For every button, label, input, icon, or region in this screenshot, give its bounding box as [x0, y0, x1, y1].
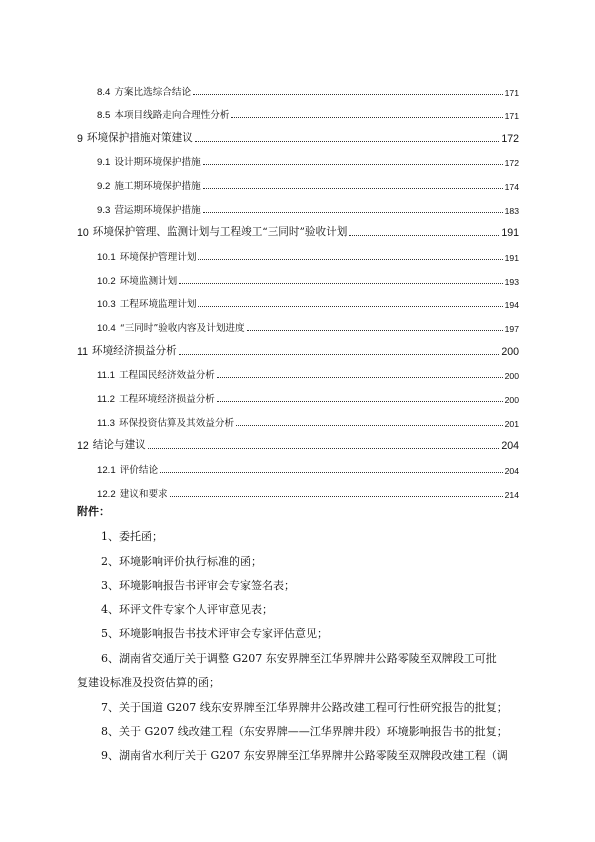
- toc-entry-title: “三同时”验收内容及计划进度: [119, 323, 245, 334]
- toc-entry[interactable]: [97, 105, 519, 121]
- toc-entry[interactable]: [97, 247, 519, 263]
- attachment-line: 4、环评文件专家个人评审意见表；: [101, 603, 273, 616]
- toc-entry-page: 194: [504, 300, 519, 310]
- toc-entry-page: 191: [501, 227, 519, 239]
- toc-entry-number: 9.1: [97, 157, 111, 168]
- toc-entry-page: 200: [504, 395, 519, 405]
- toc-entry-number: 11: [77, 346, 88, 358]
- attachment-line: 6、湖南省交通厅关于调整 G207 东安界牌至江华界牌井公路零陵至双牌段工可批: [101, 652, 497, 665]
- toc-entry-title: 结论与建议: [92, 439, 146, 451]
- toc-dot-leader: [198, 306, 502, 307]
- toc-entry-page: 193: [504, 277, 519, 287]
- attachment-line: 3、环境影响报告书评审会专家签名表；: [101, 579, 295, 592]
- toc-entry[interactable]: [97, 318, 519, 334]
- toc-dot-leader: [198, 259, 502, 260]
- toc-entry[interactable]: [77, 223, 519, 239]
- toc-entry[interactable]: [77, 342, 519, 358]
- toc-entry-page: 214: [504, 490, 519, 500]
- toc-entry-page: 183: [504, 206, 519, 216]
- toc-entry[interactable]: [77, 436, 519, 452]
- toc-entry-page: 171: [504, 88, 519, 98]
- toc-dot-leader: [160, 472, 503, 473]
- toc-entry[interactable]: [97, 484, 519, 500]
- attachment-line: 复建设标准及投资估算的函；: [77, 676, 220, 689]
- toc-entry[interactable]: [97, 82, 519, 98]
- toc-entry-title: 设计期环境保护措施: [114, 157, 201, 168]
- toc-entry-number: 10.3: [97, 299, 116, 310]
- toc-entry[interactable]: [97, 460, 519, 476]
- toc-entry-title: 工程环境监理计划: [119, 299, 197, 310]
- toc-entry-number: 11.1: [97, 370, 115, 381]
- toc-entry[interactable]: [97, 413, 519, 429]
- toc-entry-number: 10.1: [97, 252, 116, 263]
- toc-entry-page: 204: [504, 466, 519, 476]
- toc-entry-title: 环境保护管理计划: [119, 252, 197, 263]
- toc-entry[interactable]: [97, 294, 519, 310]
- toc-dot-leader: [247, 330, 503, 331]
- toc-entry-number: 11.2: [97, 394, 115, 405]
- toc-entry-title: 营运期环境保护措施: [114, 205, 201, 216]
- toc-entry-page: 200: [501, 346, 519, 358]
- toc-entry-title: 本项目线路走向合理性分析: [114, 110, 230, 121]
- toc-dot-leader: [179, 283, 502, 284]
- toc-entry[interactable]: [97, 389, 519, 405]
- toc-entry-number: 9.3: [97, 205, 111, 216]
- toc-entry-number: 11.3: [97, 418, 115, 429]
- toc-entry-title: 建议和要求: [119, 489, 168, 500]
- toc-entry[interactable]: [97, 176, 519, 192]
- toc-entry-title: 环境保护措施对策建议: [86, 132, 193, 144]
- toc-entry-title: 工程国民经济效益分析: [118, 370, 215, 381]
- toc-dot-leader: [195, 141, 499, 142]
- toc-entry-number: 8.5: [97, 110, 111, 121]
- toc-dot-leader: [148, 448, 500, 449]
- toc-entry-title: 环保投资估算及其效益分析: [118, 418, 235, 429]
- toc-entry[interactable]: [97, 365, 519, 381]
- toc-dot-leader: [217, 377, 503, 378]
- toc-entry-number: 12.2: [97, 489, 116, 500]
- toc-entry-title: 方案比选综合结论: [114, 87, 192, 98]
- toc-entry[interactable]: [97, 200, 519, 216]
- attachment-line: 2、环境影响评价执行标准的函；: [101, 555, 262, 568]
- toc-dot-leader: [236, 425, 503, 426]
- toc-entry-page: 197: [504, 324, 519, 334]
- toc-entry-number: 9: [77, 133, 83, 145]
- toc-dot-leader: [170, 496, 503, 497]
- toc-entry-page: 172: [504, 158, 519, 168]
- toc-entry-title: 环境保护管理、监测计划与工程竣工“三同时”验收计划: [92, 226, 348, 238]
- toc-entry-page: 204: [501, 440, 519, 452]
- attachment-line: 7、关于国道 G207 线东安界牌至江华界牌井公路改建工程可行性研究报告的批复；: [101, 701, 508, 714]
- toc-entry-title: 工程环境经济损益分析: [118, 394, 215, 405]
- toc-entry-title: 环境经济损益分析: [92, 345, 177, 357]
- attachments-heading: 附件：: [77, 505, 110, 518]
- toc-entry-title: 施工期环境保护措施: [114, 181, 201, 192]
- attachment-line: 9、湖南省水利厅关于 G207 东安界牌至江华界牌井公路零陵至双牌段改建工程（调: [101, 749, 508, 762]
- toc-entry-page: 171: [504, 111, 519, 121]
- toc-entry-number: 9.2: [97, 181, 111, 192]
- attachment-line: 8、关于 G207 线改建工程（东安界牌——江华界牌井段）环境影响报告书的批复；: [101, 725, 508, 738]
- attachment-line: 5、环境影响报告书技术评审会专家评估意见；: [101, 627, 328, 640]
- toc-entry-page: 200: [504, 371, 519, 381]
- toc-dot-leader: [193, 94, 503, 95]
- toc-entry-page: 201: [504, 419, 519, 429]
- attachment-line: 1、委托函；: [101, 530, 163, 543]
- toc-dot-leader: [349, 235, 499, 236]
- toc-entry[interactable]: [77, 129, 519, 145]
- toc-entry-page: 191: [504, 253, 519, 263]
- toc-entry-page: 172: [501, 133, 519, 145]
- toc-entry-number: 10.4: [97, 323, 116, 334]
- toc-entry-title: 评价结论: [119, 465, 159, 476]
- toc-entry-page: 174: [504, 182, 519, 192]
- toc-entry[interactable]: [97, 152, 519, 168]
- toc-dot-leader: [203, 212, 503, 213]
- toc-dot-leader: [217, 401, 503, 402]
- toc-entry[interactable]: [97, 271, 519, 287]
- toc-dot-leader: [203, 188, 503, 189]
- toc-entry-number: 8.4: [97, 87, 111, 98]
- toc-dot-leader: [231, 117, 502, 118]
- toc-entry-number: 10: [77, 227, 89, 239]
- toc-entry-number: 12: [77, 440, 89, 452]
- toc-entry-number: 12.1: [97, 465, 116, 476]
- toc-entry-number: 10.2: [97, 276, 116, 287]
- toc-dot-leader: [203, 164, 503, 165]
- toc-entry-title: 环境监测计划: [119, 276, 178, 287]
- toc-dot-leader: [179, 354, 500, 355]
